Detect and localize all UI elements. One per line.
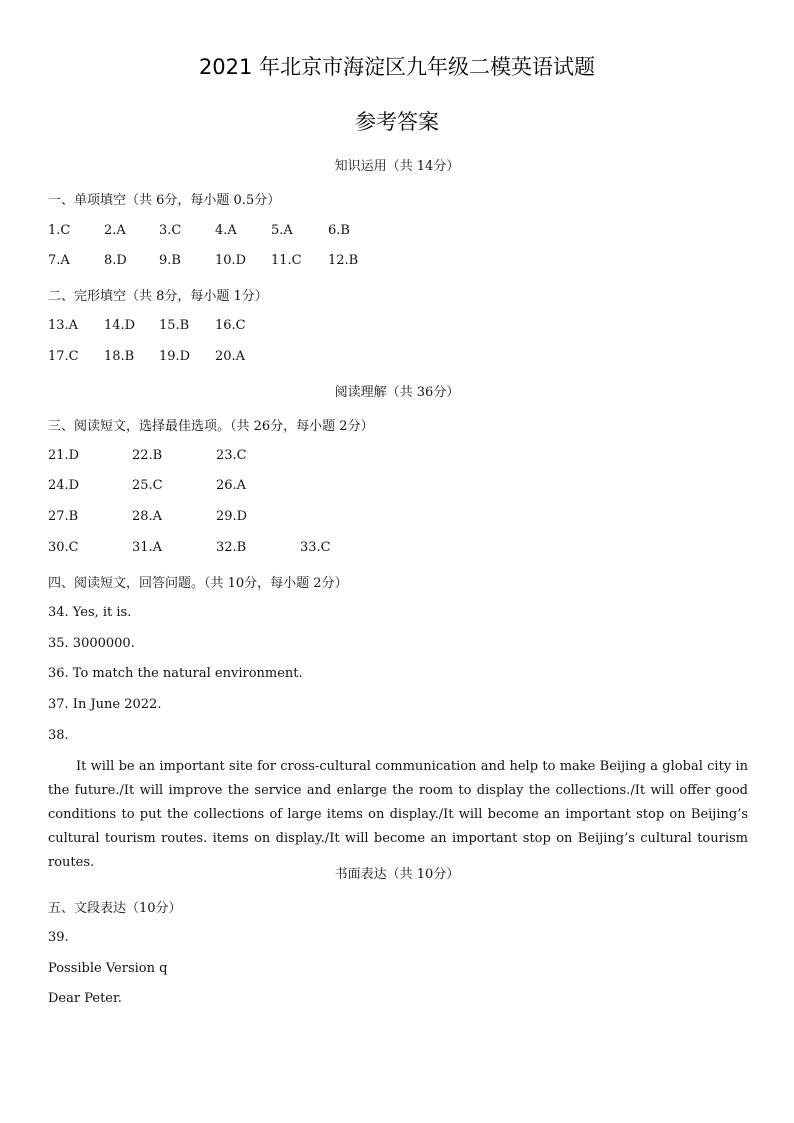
short-answer-37: 37. In June 2022. bbox=[48, 697, 162, 712]
short-answer-38-text: It will be an important site for cross-cultural communication and help to make Beijing a global city in the future./It will improve the service and enlarge the room to display the collections./It will offer good conditions to put the collections of large items on display./It will become an important stop on Beijing’s cultural tourism routes. items on display./It will become an important stop on Beijing’s cultural tourism routes. bbox=[48, 759, 748, 870]
answer-item: 4.A bbox=[215, 223, 237, 238]
answer-item: 15.B bbox=[159, 318, 190, 333]
answer-item: 3.C bbox=[159, 223, 182, 238]
writing-version-label: Possible Version q bbox=[48, 961, 168, 976]
answer-item: 9.B bbox=[159, 253, 181, 268]
writing-question-number: 39. bbox=[48, 930, 69, 945]
answer-item: 24.D bbox=[48, 478, 80, 493]
answer-item: 32.B bbox=[216, 540, 247, 555]
answer-item: 6.B bbox=[328, 223, 350, 238]
answer-item: 25.C bbox=[132, 478, 163, 493]
answer-item: 13.A bbox=[48, 318, 79, 333]
writing-greeting: Dear Peter. bbox=[48, 991, 122, 1006]
short-answer-36: 36. To match the natural environment. bbox=[48, 666, 303, 681]
part-heading-4: 四、阅读短文，回答问题。（共 10分，每小题 2分） bbox=[48, 576, 348, 591]
part-heading-5: 五、文段表达（10分） bbox=[48, 901, 182, 916]
answer-item: 20.A bbox=[215, 349, 246, 364]
answer-item: 5.A bbox=[271, 223, 293, 238]
answer-item: 33.C bbox=[300, 540, 331, 555]
answer-item: 2.A bbox=[104, 223, 126, 238]
answer-item: 1.C bbox=[48, 223, 71, 238]
answer-item: 10.D bbox=[215, 253, 247, 268]
answer-item: 12.B bbox=[328, 253, 359, 268]
answer-item: 18.B bbox=[104, 349, 135, 364]
section-reading: 阅读理解（共 36分） bbox=[334, 385, 460, 400]
answer-item: 16.C bbox=[215, 318, 246, 333]
answer-item: 30.C bbox=[48, 540, 79, 555]
answer-item: 7.A bbox=[48, 253, 70, 268]
answer-item: 19.D bbox=[159, 349, 191, 364]
short-answer-34: 34. Yes, it is. bbox=[48, 605, 132, 620]
page-subtitle: 参考答案 bbox=[355, 110, 439, 134]
answer-item: 22.B bbox=[132, 448, 163, 463]
answer-item: 11.C bbox=[271, 253, 302, 268]
answer-item: 23.C bbox=[216, 448, 247, 463]
answer-item: 17.C bbox=[48, 349, 79, 364]
part-heading-1: 一、单项填空（共 6分，每小题 0.5分） bbox=[48, 193, 281, 208]
page-title: 2021 年北京市海淀区九年级二模英语试题 bbox=[198, 55, 596, 79]
answer-item: 27.B bbox=[48, 509, 79, 524]
short-answer-35: 35. 3000000. bbox=[48, 636, 135, 651]
section-writing: 书面表达（共 10分） bbox=[334, 867, 460, 882]
answer-item: 21.D bbox=[48, 448, 80, 463]
short-answer-38: 38. bbox=[48, 728, 69, 743]
answer-item: 29.D bbox=[216, 509, 248, 524]
section-knowledge: 知识运用（共 14分） bbox=[334, 159, 460, 174]
part-heading-3: 三、阅读短文，选择最佳选项。（共 26分，每小题 2分） bbox=[48, 419, 374, 434]
answer-item: 14.D bbox=[104, 318, 136, 333]
answer-item: 31.A bbox=[132, 540, 163, 555]
part-heading-2: 二、完形填空（共 8分，每小题 1分） bbox=[48, 289, 268, 304]
answer-item: 28.A bbox=[132, 509, 163, 524]
answer-item: 8.D bbox=[104, 253, 127, 268]
answer-item: 26.A bbox=[216, 478, 247, 493]
